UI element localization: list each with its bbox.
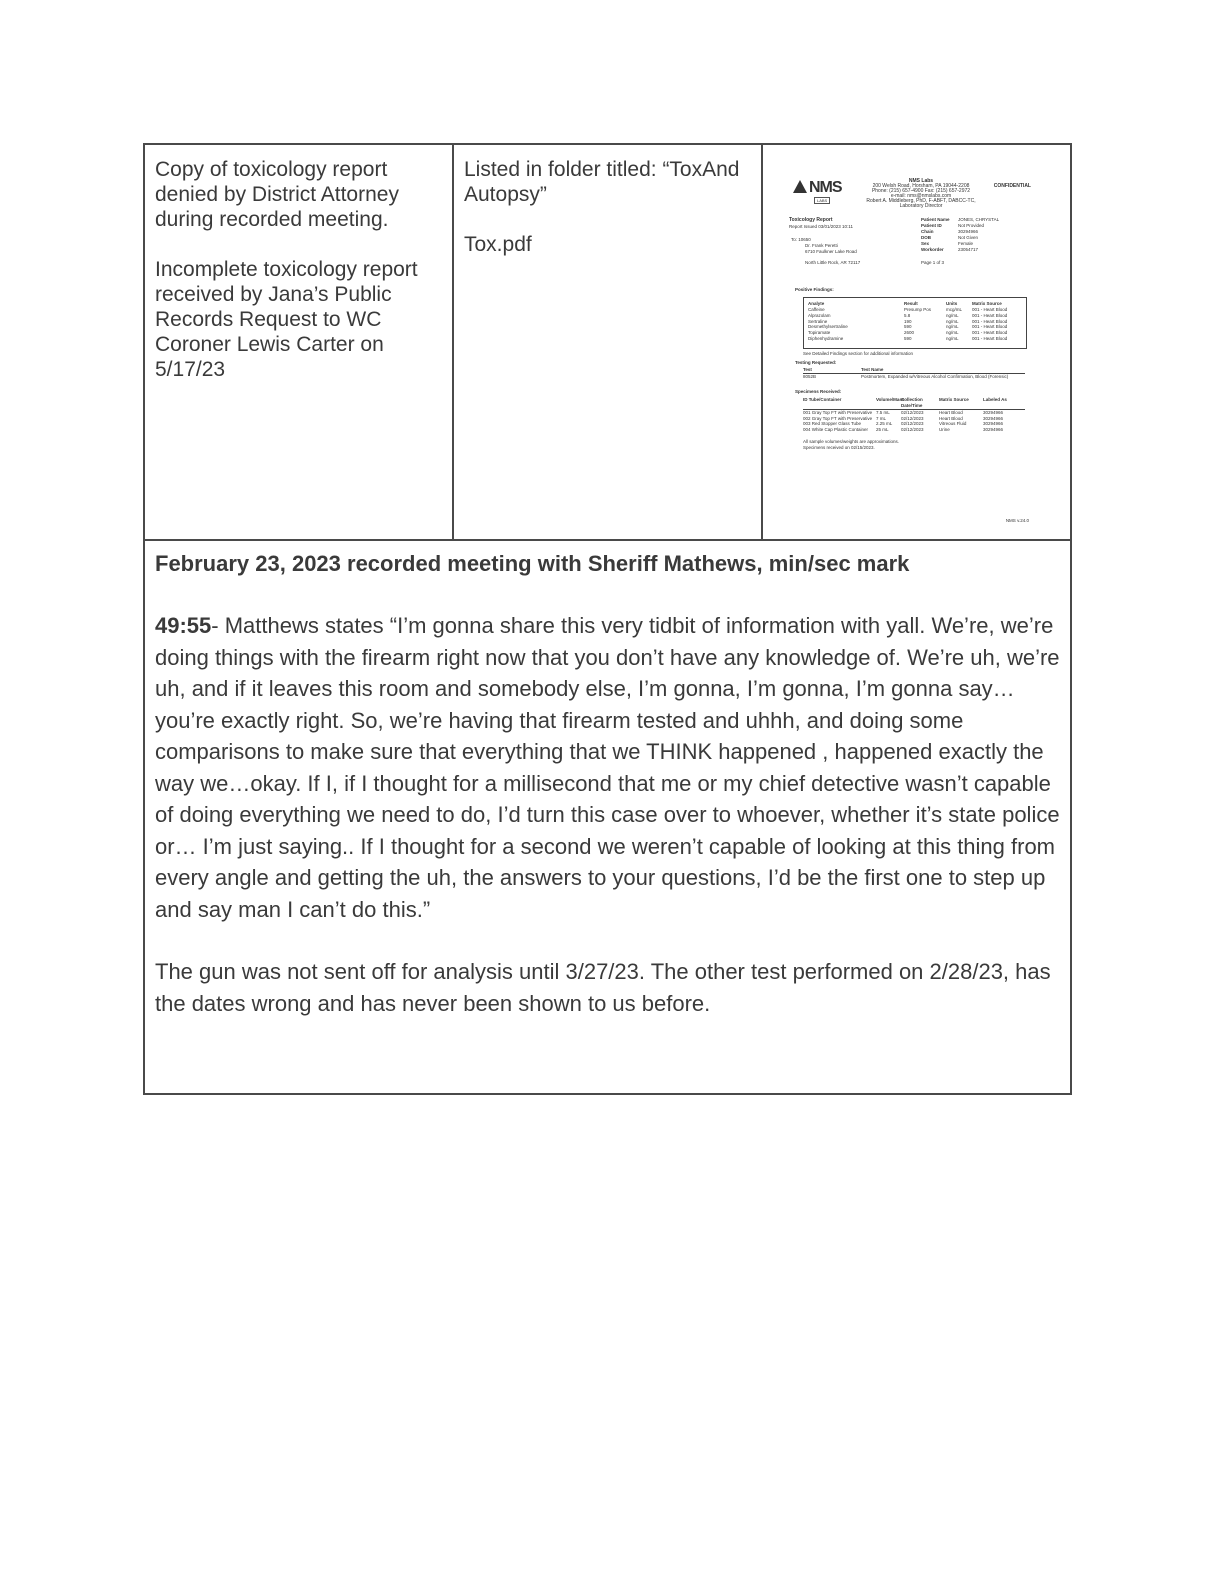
findings-results: Presump Pos 5.8 190 590 2600 590 (904, 307, 932, 341)
labs-label: LABS (814, 197, 830, 204)
description-text-2: Incomplete toxicology report received by Jana’s Public Records Request to WC Coroner Lewis Carter on 5/17/23 (155, 258, 424, 381)
findings-matrix: 001 - Heart Blood 001 - Heart Blood 001 - Heart Blood 001 - Heart Blood 001 - Heart Blood 001 - Heart Blood (972, 307, 1008, 341)
quote-text: - Matthews states “I’m gonna share this very tidbit of information with yall. We’re, we’re doing things with the firearm right now that you don’t have any knowledge of. We’re uh, we’re uh, and if it leaves this room and somebody else, I’m gonna, I’m gonna, I’m gonna say…you’re exactly right. So, we’re having that firearm tested and uhhh, and doing some comparisons to make sure that everything that we THINK happened , happened exactly the way we…okay. If I, if I thought for a millisecond that me or my chief detective wasn’t capable of doing everything we need to do, I’d turn this case over to whoever, whether it’s state police or… I’m just saying.. If I thought for a second we weren’t capable of looking at this thing from every angle and getting the uh, the answers to your questions, I’d be the first one to step up and say man I can’t do this.” (155, 613, 1060, 922)
confidential-label: CONFIDENTIAL (993, 183, 1031, 189)
table-row (145, 145, 1070, 541)
specimen-ids: 001 Gray Top FT with Preservative 002 Gray Top FT with Preservative 003 Red Stopper Glass Tube 004 White Cap Plastic Container (803, 410, 873, 432)
to-block: To: 10650 Dr. Frank Peretti 6710 Faulkner Lake Road North Little Rock, AR 72117 (791, 237, 861, 265)
patient-labels: Patient Name Patient ID Chain DOB Sex Workorder (921, 217, 950, 252)
meeting-notes-section (145, 539, 1070, 1093)
spec-header-id: ID Tube/Container (803, 397, 842, 402)
location-cell (454, 145, 763, 539)
findings-box: Analyte Result Units Matrix Source Caffeine Alprazolam Sertraline Desmethylsertraline Topiramate Diphenhydramine Presump Pos 5.8 190 590 2600 590 mcg/mL ng/mL ng/mL ng/mL ng/mL ng/mL 001 - Heart Blood 001 - Heart Blood 001 - Heart Blood 001 - Heart Blood 001 - Heart Blood 001 - Heart Blood (803, 297, 1027, 349)
description-cell (145, 145, 454, 539)
findings-units: mcg/mL ng/mL ng/mL ng/mL ng/mL ng/mL (946, 307, 963, 341)
spec-header-date: Collection Date/Time (901, 397, 923, 408)
positive-findings-label: Positive Findings: (795, 287, 834, 292)
toxicology-report-thumbnail (781, 167, 1049, 523)
lab-header: NMS Labs 200 Welsh Road, Horsham, PA 19044-2208 Phone: (215) 657-4900 Fax: (215) 657-2972 e-mail: nms@nmslabs.com Robert A. Middleberg, PhD, F-ABFT, DABCC-TC, Laboratory Director (866, 178, 976, 209)
patient-values: JONES, CHRYSTAL Not Provided 30294966 Not Given Female 23054717 (958, 217, 1000, 252)
section-heading: February 23, 2023 recorded meeting with Sheriff Mathews, min/sec mark (155, 551, 910, 576)
specimen-volumes: 7.5 mL 7 mL 2.25 mL 25 mL (876, 410, 893, 432)
specimen-matrix: Heart Blood Heart Blood Vitreous Fluid Urine (939, 410, 967, 432)
folder-text: Listed in folder titled: “ToxAnd Autopsy” (464, 158, 745, 206)
test-header: Test (803, 367, 812, 372)
sample-note: All sample volumes/weights are approximations. (803, 439, 900, 444)
timestamp: 49:55 (155, 613, 212, 638)
spec-header-volume: Volume/Mass (876, 397, 905, 402)
specimen-labels: 30294966 30294966 30294966 30294966 (983, 410, 1004, 432)
evidence-table (143, 143, 1072, 1095)
quote-paragraph (155, 610, 1060, 925)
received-note: Specimens received on 02/15/2023. (803, 445, 875, 450)
test-name-header: Test Name (861, 367, 884, 372)
report-title: Toxicology Report (789, 217, 833, 223)
page-number: Page 1 of 3 (921, 260, 945, 265)
specimens-received-label: Specimens Received: (795, 389, 842, 394)
description-text: Copy of toxicology report denied by District Attorney during recorded meeting. (155, 158, 405, 231)
see-detailed-note: See Detailed Findings section for additional information (803, 351, 914, 356)
document-thumbnail-cell (763, 145, 1072, 539)
test-code: 8052B (803, 374, 817, 379)
conclusion-paragraph: The gun was not sent off for analysis until 3/27/23. The other test performed on 2/28/23, has the dates wrong and has never been shown to us before. (155, 959, 1051, 1016)
specimen-dates: 02/12/2023 02/12/2023 02/12/2023 02/12/2023 (901, 410, 924, 432)
spec-header-matrix: Matrix Source (939, 397, 969, 402)
test-name: Postmortem, Expanded w/Vitreous Alcohol Confirmation, Blood (Forensic) (861, 374, 1009, 379)
report-issued: Report Issued 03/01/2023 10:11 (789, 224, 853, 229)
file-name: Tox.pdf (464, 233, 532, 256)
findings-analytes: Caffeine Alprazolam Sertraline Desmethylsertraline Topiramate Diphenhydramine (808, 307, 848, 341)
testing-requested-label: Testing Requested: (795, 360, 837, 365)
document-footer: NMS v.24.0 (1005, 518, 1029, 523)
nms-logo: NMS (793, 179, 842, 197)
spec-header-label: Labeled As (983, 397, 1007, 402)
